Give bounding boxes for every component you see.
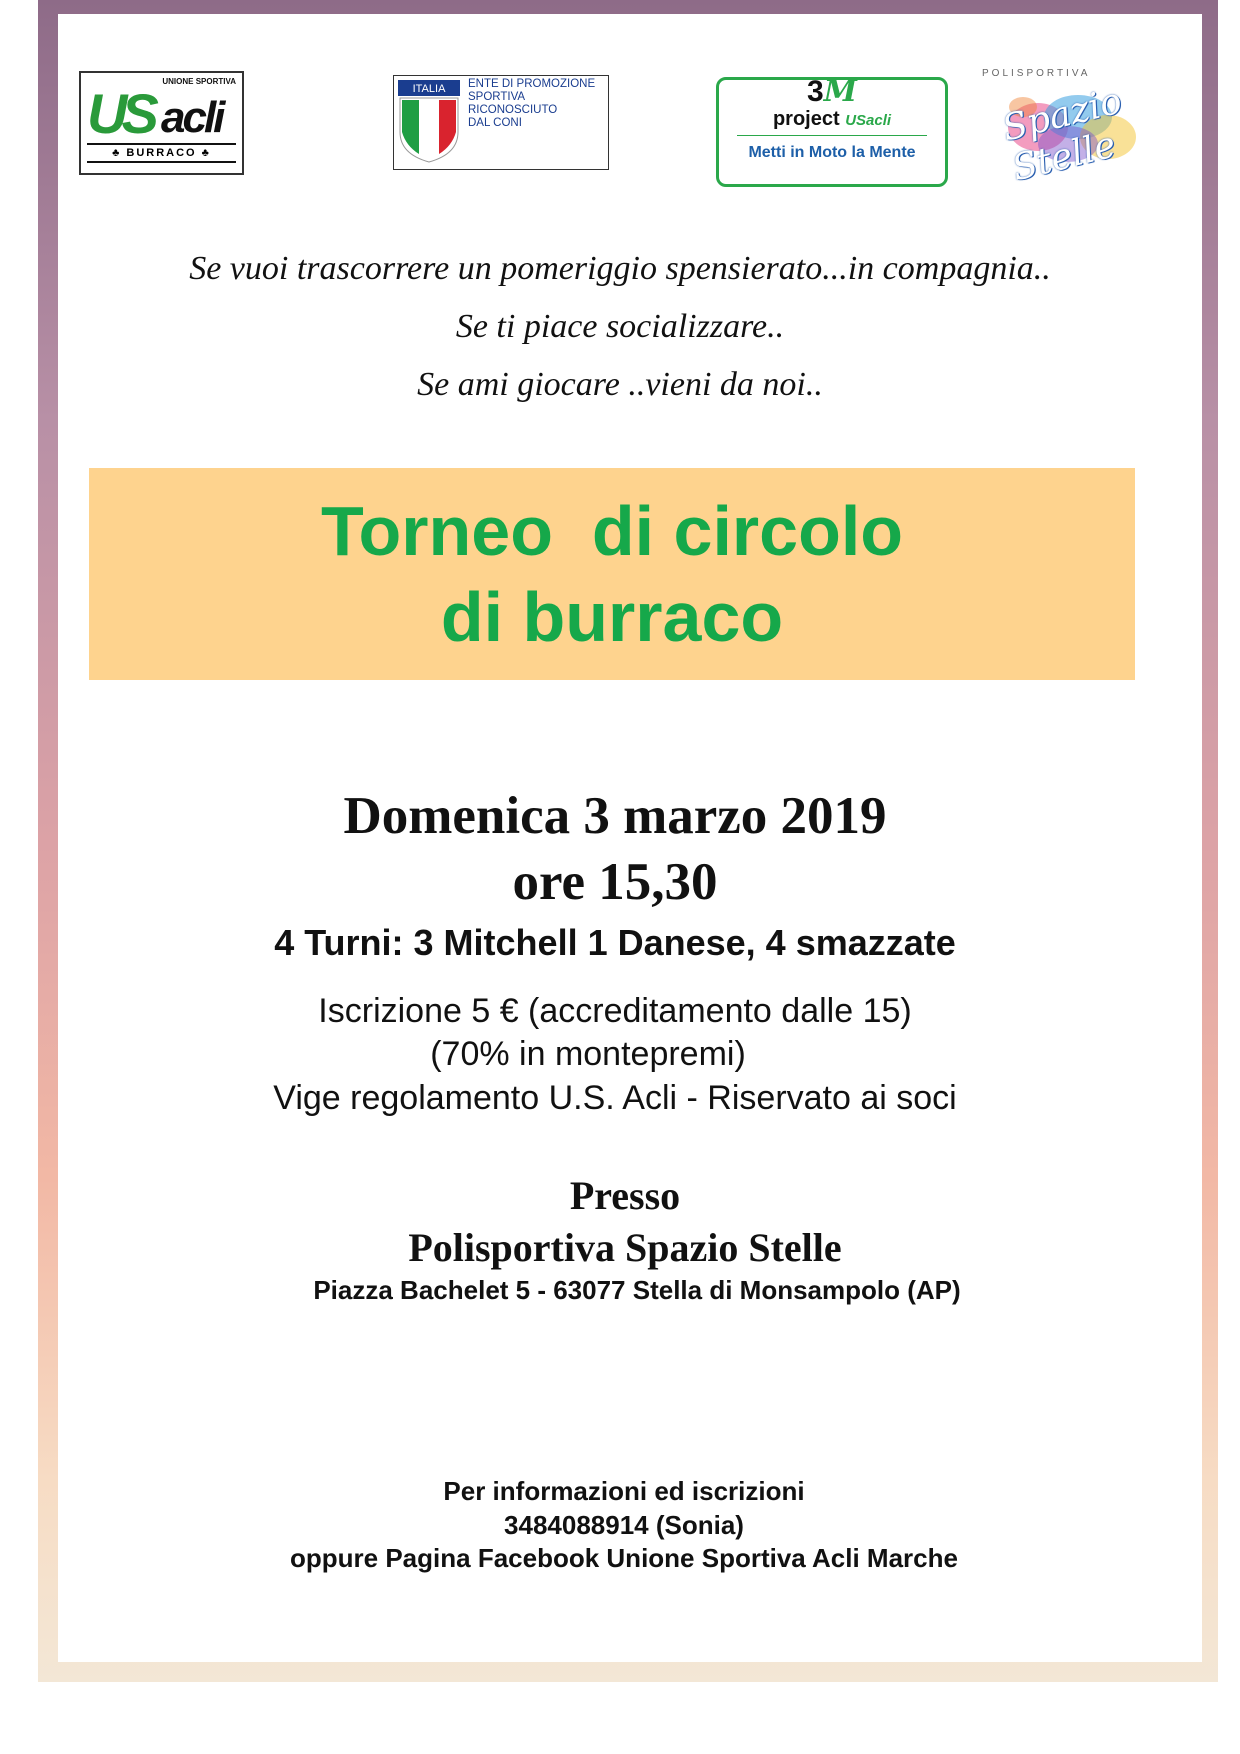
info-phone: 3484088914 (Sonia) (504, 1510, 744, 1540)
3m-project-text (719, 108, 945, 131)
event-turns: 4 Turni: 3 Mitchell 1 Danese, 4 smazzate (274, 922, 956, 963)
info-line-1: Per informazioni ed iscrizioni (443, 1476, 805, 1506)
event-rules: Vige regolamento U.S. Acli - Riservato ai soci (273, 1079, 957, 1117)
intro-line: Se vuoi trascorrere un pomeriggio spensierato...in compagnia.. (189, 250, 1051, 287)
3m-project-logo (716, 74, 948, 187)
venue-presso: Presso (569, 1173, 681, 1218)
banner-line-2: di burraco (440, 578, 784, 656)
intro-line: Se ami giocare ..vieni da noi.. (417, 366, 823, 403)
coni-line: RICONOSCIUTO (468, 104, 558, 116)
banner-line-1: Torneo di circolo (320, 492, 904, 570)
intro-line: Se ti piace socializzare.. (455, 308, 785, 345)
3m-divider (737, 135, 927, 136)
3m-mark (719, 74, 945, 109)
banner-title (89, 468, 1135, 660)
usacli-burraco-bar: ♣ BURRACO ♣ (87, 143, 236, 163)
polisportiva-label: POLISPORTIVA (982, 68, 1091, 79)
italy-shield-icon (398, 80, 460, 164)
coni-text (468, 78, 595, 130)
title-banner (89, 468, 1135, 680)
usacli-acli-text: acli (161, 93, 223, 142)
coni-line: ENTE DI PROMOZIONE (468, 78, 596, 90)
project-word: project (772, 108, 840, 130)
venue-name: Polisportiva Spazio Stelle (408, 1225, 842, 1270)
3m-tagline: Metti in Moto la Mente (748, 144, 916, 161)
usacli-top-text: UNIONE SPORTIVA (162, 77, 236, 86)
coni-line: SPORTIVA (468, 91, 526, 103)
coni-logo (393, 75, 609, 170)
usacli-us-text: US (87, 82, 153, 145)
3m-letter: M (823, 74, 857, 109)
info-facebook: oppure Pagina Facebook Unione Sportiva Acli Marche (290, 1543, 958, 1573)
spazio-stelle-name: Spazio Stelle (998, 80, 1127, 190)
project-usacli: USacli (845, 112, 892, 129)
usacli-burraco-logo (79, 71, 244, 175)
event-date: Domenica 3 marzo 2019 (343, 787, 887, 845)
event-time: ore 15,30 (512, 853, 718, 911)
event-prize: (70% in montepremi) (430, 1035, 746, 1073)
italy-label: ITALIA (412, 83, 446, 95)
spazio-stelle-logo (978, 64, 1160, 190)
venue-address: Piazza Bachelet 5 - 63077 Stella di Monsampolo (AP) (313, 1275, 961, 1305)
event-fee: Iscrizione 5 € (accreditamento dalle 15) (318, 992, 912, 1030)
coni-line: DAL CONI (468, 117, 522, 129)
3m-number: 3 (807, 75, 824, 108)
